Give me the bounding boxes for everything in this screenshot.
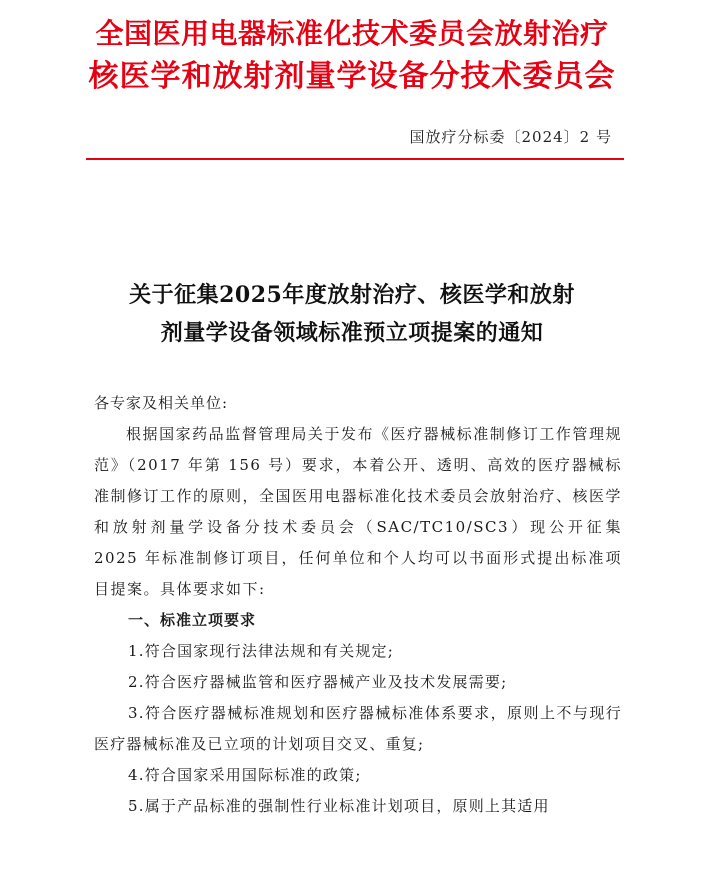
notice-title <box>60 276 644 352</box>
notice-body <box>94 388 622 822</box>
requirement-item: 5.属于产品标准的强制性行业标准计划项目，原则上其适用 <box>128 797 550 815</box>
org-name-line-2: 核医学和放射剂量学设备分技术委员会 <box>88 59 616 94</box>
section-heading-requirements: 一、标准立项要求 <box>128 611 257 629</box>
document-number: 国放疗分标委〔2024〕2 号 <box>409 128 612 146</box>
requirement-item: 1.符合国家现行法律法规和有关规定; <box>128 642 394 660</box>
issuing-organization-header <box>0 14 704 100</box>
org-name-line-1: 全国医用电器标准化技术委员会放射治疗 <box>95 17 609 50</box>
title-line-1: 关于征集2025年度放射治疗、核医学和放射 <box>129 282 575 308</box>
requirement-item: 4.符合国家采用国际标准的政策; <box>128 766 362 784</box>
red-divider-line <box>86 158 624 160</box>
requirement-item: 2.符合医疗器械监管和医疗器械产业及技术发展需要; <box>128 673 508 691</box>
intro-paragraph: 根据国家药品监督管理局关于发布《医疗器械标准制修订工作管理规范》（2017 年第 156 号）要求，本着公开、透明、高效的医疗器械标准制修订工作的原则，全国医用电器标准化技术委员会放射治疗、核医学和放射剂量学设备分技术委员会（SAC/TC10/SC3）现公开征集 2025 年标准制修订项目，任何单位和个人均可以书面形式提出标准项目提案。具体要求如下: <box>94 425 623 598</box>
salutation: 各专家及相关单位: <box>94 394 229 412</box>
requirement-item: 3.符合医疗器械标准规划和医疗器械标准体系要求，原则上不与现行医疗器械标准及已立项的计划项目交叉、重复; <box>94 704 622 753</box>
title-line-2: 剂量学设备领域标准预立项提案的通知 <box>160 320 544 346</box>
